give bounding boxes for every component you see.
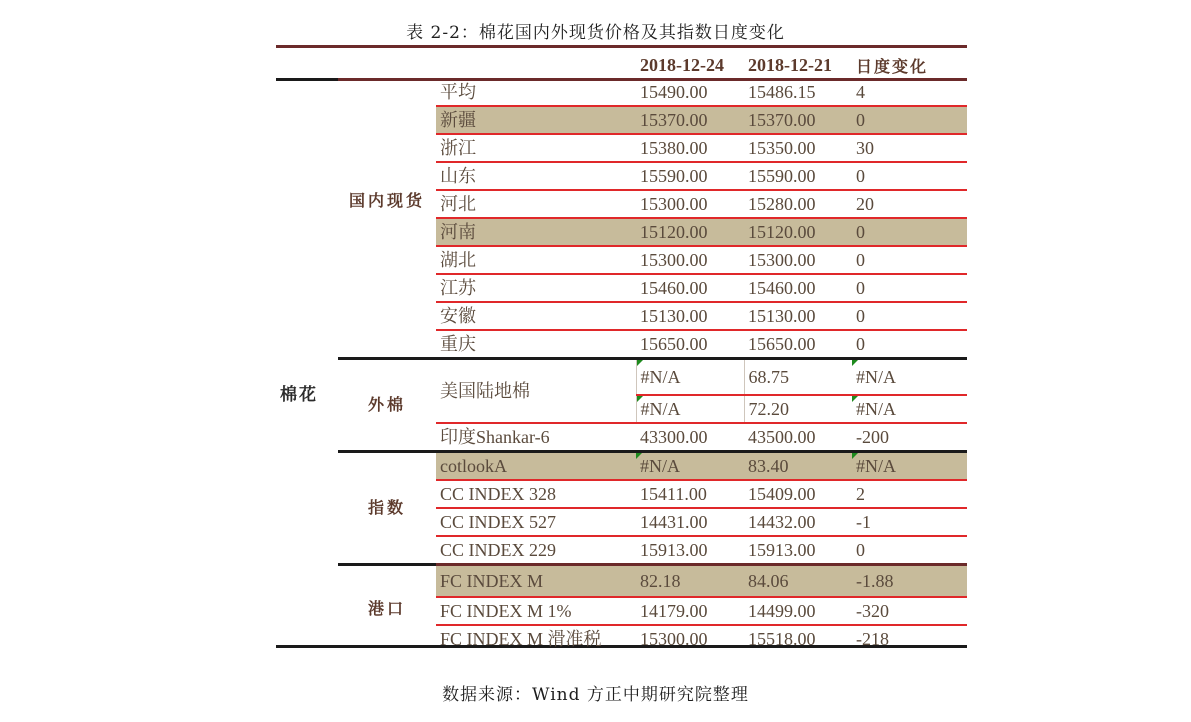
row-name: CC INDEX 229: [440, 540, 556, 560]
row-value-2: 15300.00: [744, 246, 852, 274]
row-value-1: #N/A: [636, 452, 744, 481]
row-change: -1: [852, 508, 967, 536]
row-value-2: 15350.00: [744, 134, 852, 162]
row-value-2: 15409.00: [744, 480, 852, 508]
row-value-2: 15460.00: [744, 274, 852, 302]
row-value-1: 14431.00: [636, 508, 744, 536]
row-change: -1.88: [852, 565, 967, 597]
header-row: [276, 52, 967, 78]
table-row: [276, 78, 967, 106]
row-value-1: 15650.00: [640, 334, 708, 354]
row-name: FC INDEX M: [436, 565, 636, 597]
row-name: 重庆: [440, 334, 476, 354]
row-value-2: 72.20: [744, 395, 852, 423]
row-value-1: 15913.00: [640, 540, 708, 560]
row-value-2: 15486.15: [744, 78, 852, 106]
row-name: 新疆: [436, 106, 636, 134]
row-change: 30: [852, 134, 967, 162]
row-change: #N/A: [852, 395, 967, 423]
row-name: 印度Shankar-6: [440, 427, 550, 447]
row-value-2: 83.40: [744, 452, 852, 481]
row-value-1: 15590.00: [636, 162, 744, 190]
row-value-1: 15300.00: [636, 190, 744, 218]
row-value-1: #N/A: [636, 359, 744, 396]
data-source-note: 数据来源：Wind 方正中期研究院整理: [442, 685, 749, 705]
row-name: 河北: [436, 190, 636, 218]
row-change: #N/A: [852, 452, 967, 481]
row-change: -320: [852, 597, 967, 625]
row-value-1: 82.18: [636, 565, 744, 597]
top-rule: [276, 45, 967, 48]
row-name: 山东: [436, 162, 636, 190]
row-name: 美国陆地棉: [436, 359, 636, 424]
row-value-1: 15490.00: [636, 78, 744, 106]
row-change: 0: [852, 302, 967, 330]
row-value-2: 84.06: [744, 565, 852, 597]
cotton-price-table: [276, 52, 967, 652]
row-name: 平均: [436, 78, 636, 106]
row-change: 0: [852, 106, 967, 134]
row-value-2: 15370.00: [744, 106, 852, 134]
row-change: -218: [856, 628, 889, 649]
row-value-1: 15380.00: [636, 134, 744, 162]
row-name: 江苏: [436, 274, 636, 302]
row-value-2: 15120.00: [744, 218, 852, 246]
row-change: 0: [852, 218, 967, 246]
table-row: [276, 452, 967, 481]
header-daily-change: 日度变化: [856, 56, 929, 76]
table-row: [276, 565, 967, 597]
row-name: CC INDEX 527: [436, 508, 636, 536]
row-change: 0: [856, 540, 865, 560]
row-value-1: 15300.00: [640, 628, 708, 649]
row-name: cotlookA: [436, 452, 636, 481]
row-name: CC INDEX 328: [436, 480, 636, 508]
row-change: 4: [852, 78, 967, 106]
row-value-1: 14179.00: [636, 597, 744, 625]
row-value-1: 15120.00: [636, 218, 744, 246]
row-value-2: 14499.00: [744, 597, 852, 625]
row-name: 湖北: [436, 246, 636, 274]
table-row: [276, 359, 967, 396]
row-value-2: 68.75: [744, 359, 852, 396]
header-date-2: 2018-12-21: [748, 54, 832, 75]
row-value-2: 15130.00: [744, 302, 852, 330]
row-value-2: 15590.00: [744, 162, 852, 190]
group-port: 港口: [338, 565, 436, 652]
group-domestic-spot: 国内现货: [348, 191, 425, 210]
row-value-2: 15913.00: [748, 540, 816, 560]
row-name: 安徽: [436, 302, 636, 330]
row-value-1: 15300.00: [636, 246, 744, 274]
header-date-1: 2018-12-24: [640, 54, 724, 75]
row-value-2: 14432.00: [744, 508, 852, 536]
category-cotton: 棉花: [280, 384, 318, 405]
row-value-2: 15518.00: [748, 628, 816, 649]
row-value-2: 43500.00: [748, 427, 816, 447]
row-change: 0: [852, 274, 967, 302]
row-name: 浙江: [436, 134, 636, 162]
row-value-2: 15650.00: [748, 334, 816, 354]
row-value-1: 15130.00: [636, 302, 744, 330]
row-name: FC INDEX M 1%: [436, 597, 636, 625]
row-name: 河南: [436, 218, 636, 246]
table-caption: 表 2-2：棉花国内外现货价格及其指数日度变化: [406, 23, 785, 43]
row-value-1: 43300.00: [640, 427, 708, 447]
row-change: 0: [852, 162, 967, 190]
row-value-2: 15280.00: [744, 190, 852, 218]
group-foreign-cotton: 外棉: [338, 359, 436, 452]
row-value-1: 15411.00: [636, 480, 744, 508]
row-name: FC INDEX M 滑准税: [440, 628, 602, 649]
row-value-1: 15370.00: [636, 106, 744, 134]
row-value-1: 15460.00: [636, 274, 744, 302]
group-index: 指数: [338, 452, 436, 565]
row-change: -200: [856, 427, 889, 447]
row-change: 0: [852, 246, 967, 274]
row-change: #N/A: [852, 359, 967, 396]
row-value-1: #N/A: [636, 395, 744, 423]
row-change: 2: [852, 480, 967, 508]
row-change: 0: [856, 334, 865, 354]
row-change: 20: [852, 190, 967, 218]
